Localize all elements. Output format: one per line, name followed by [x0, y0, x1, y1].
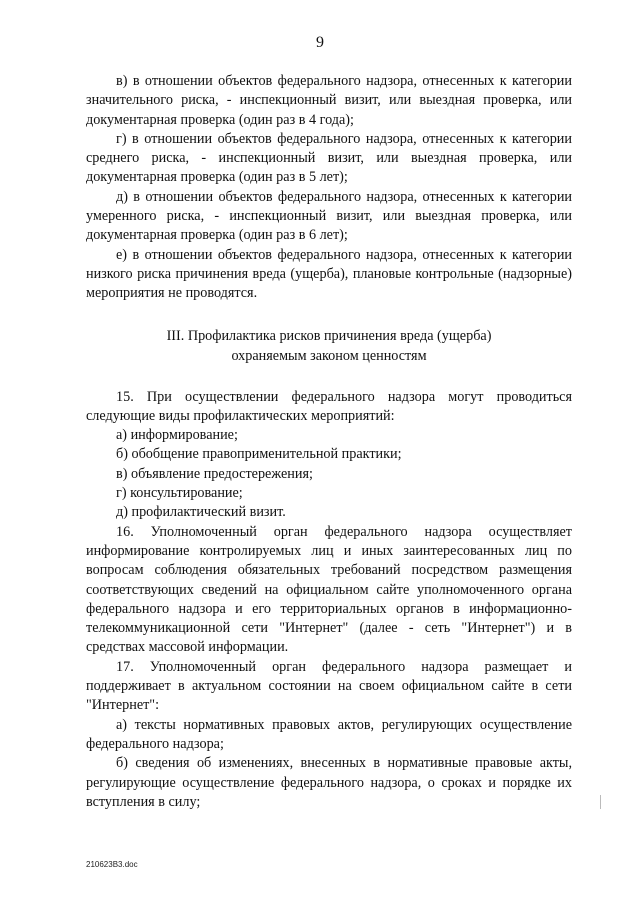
section-heading-line-1: III. Профилактика рисков причинения вреда (ущерба): [166, 327, 492, 344]
item-e: е) в отношении объектов федерального надзора, отнесенных к категории низкого риска причинения вреда (ущерба), плановые контрольные (надзорные) мероприятия не проводятся.: [86, 246, 572, 302]
list-item-17a: а) тексты нормативных правовых актов, регулирующих осуществление федерального надзора;: [86, 716, 572, 752]
list-item-17b: б) сведения об изменениях, внесенных в нормативные правовые акты, регулирующие осуществление федерального надзора, о сроках и порядке их вступления в силу;: [86, 755, 572, 810]
item-d: д) в отношении объектов федерального надзора, отнесенных к категории умеренного риска, - инспекционный визит, или выездная проверка, или документарная проверка (один раз в 6 лет);: [86, 188, 572, 244]
list-item-15b: б) обобщение правоприменительной практики;: [116, 446, 402, 463]
list-item-15e: д) профилактический визит.: [116, 504, 286, 521]
list-item-15d: г) консультирование;: [116, 485, 243, 502]
document-body: [86, 72, 572, 812]
list-item-15c: в) объявление предостережения;: [116, 465, 313, 482]
section-heading-line-2: охраняемым законом ценностям: [231, 347, 427, 364]
paragraph-15: 15. При осуществлении федерального надзора могут проводиться следующие виды профилактических мероприятий:: [86, 388, 572, 424]
footer-filename: 210623В3.doc: [86, 860, 138, 869]
section-heading: [86, 326, 572, 366]
item-v: в) в отношении объектов федерального надзора, отнесенных к категории значительного риска, - инспекционный визит, или выездная проверка, или документарная проверка (один раз в 4 года);: [86, 73, 572, 128]
paragraph-16: 16. Уполномоченный орган федерального надзора осуществляет информирование контролируемых лиц и иных заинтересованных лиц по вопросам соблюдения обязательных требований посредством размещения соответствующих сведений на официальном сайте уполномоченного органа федерального надзора и его территориальных органов в информационно-телекоммуникационной сети "Интернет" (далее - сеть "Интернет") и в средствах массовой информации.: [86, 523, 572, 656]
scan-margin-mark: [600, 795, 601, 809]
page-number: 9: [316, 34, 324, 51]
item-g: г) в отношении объектов федерального надзора, отнесенных к категории среднего риска, - инспекционный визит, или выездная проверка, или документарная проверка (один раз в 5 лет);: [86, 130, 572, 186]
list-item-15a: а) информирование;: [116, 427, 238, 444]
paragraph-17: 17. Уполномоченный орган федерального надзора размещает и поддерживает в актуальном состоянии на своем официальном сайте в сети "Интернет":: [86, 658, 572, 714]
